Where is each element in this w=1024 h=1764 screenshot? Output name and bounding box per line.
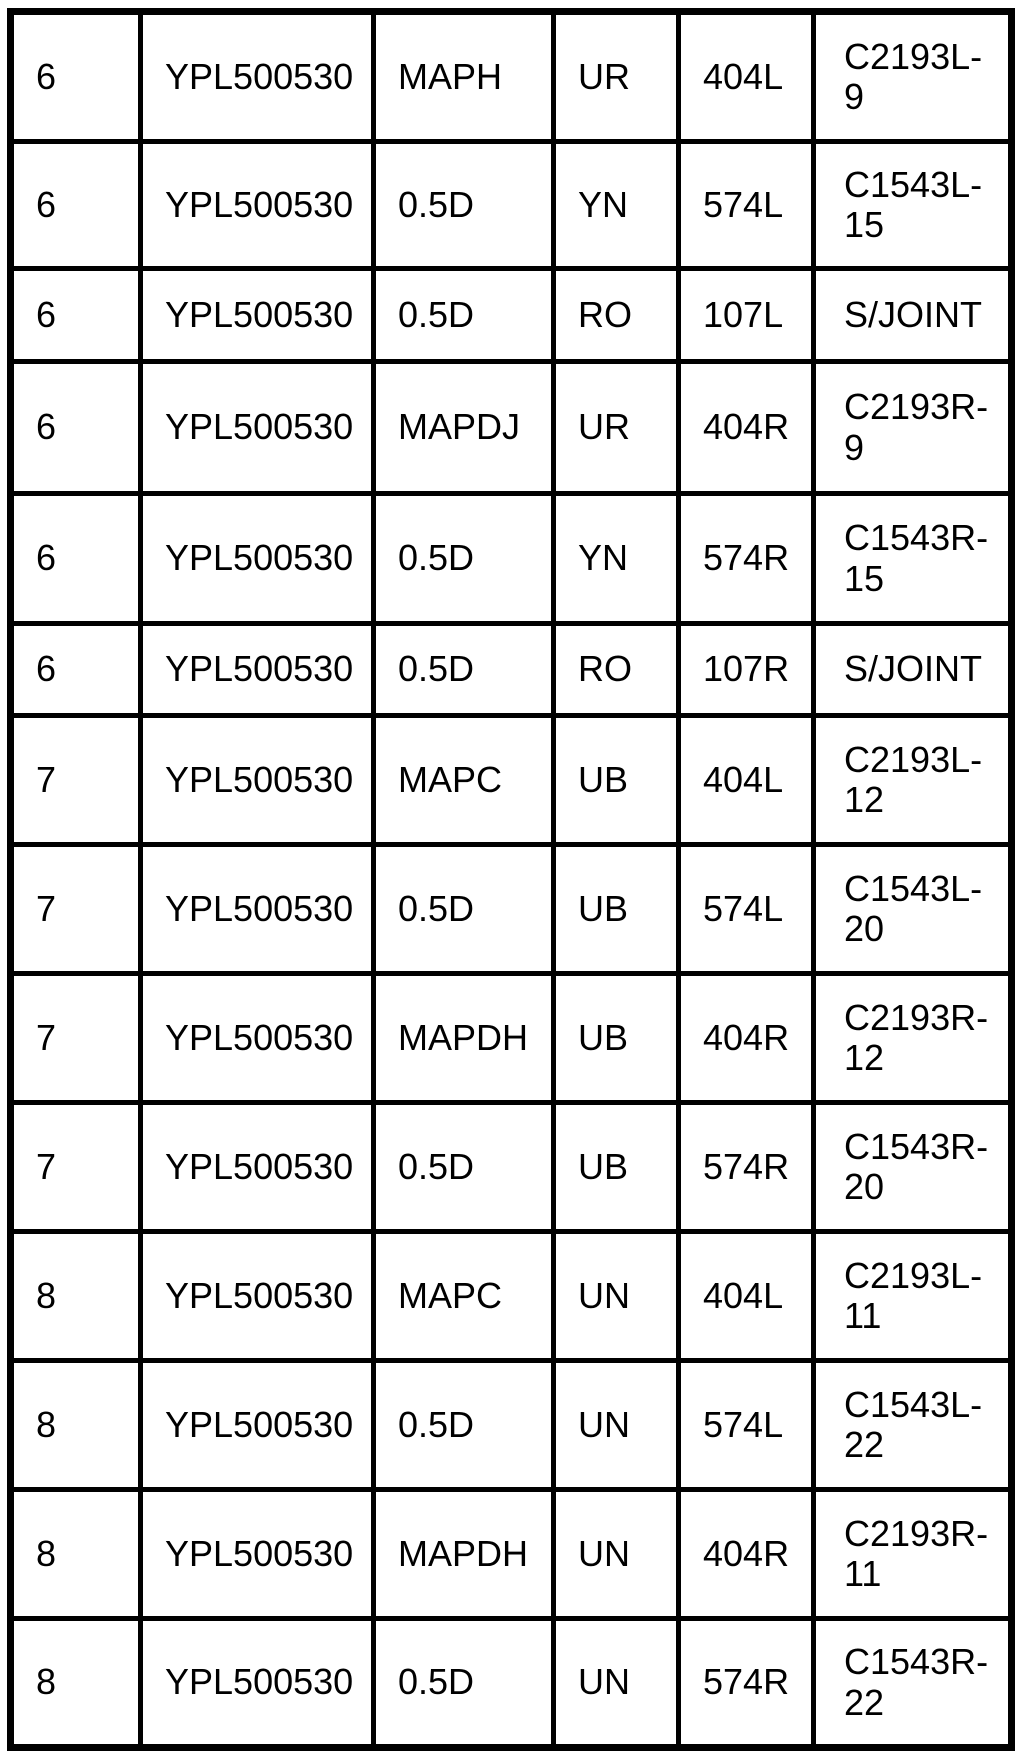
table-cell-r8-c5: 574L — [679, 845, 814, 974]
table-cell-r10-c2: YPL500530 — [141, 1103, 374, 1232]
table-cell-r7-c6: C2193L-12 — [814, 716, 1012, 845]
table-cell-r1-c5: 404L — [679, 12, 814, 142]
table-cell-r5-c3: 0.5D — [374, 494, 554, 624]
table-cell-r2-c2: YPL500530 — [141, 142, 374, 269]
table-cell-r3-c2: YPL500530 — [141, 269, 374, 362]
table-cell-r14-c2: YPL500530 — [141, 1619, 374, 1748]
table-cell-r6-c3: 0.5D — [374, 624, 554, 716]
table-cell-r11-c4: UN — [554, 1232, 679, 1361]
table-cell-r12-c2: YPL500530 — [141, 1361, 374, 1490]
table-row — [11, 974, 1012, 1103]
table-cell-r12-c1: 8 — [11, 1361, 141, 1490]
table-cell-r10-c3: 0.5D — [374, 1103, 554, 1232]
table-cell-r8-c1: 7 — [11, 845, 141, 974]
table-cell-r6-c1: 6 — [11, 624, 141, 716]
table-cell-r13-c6: C2193R-11 — [814, 1490, 1012, 1619]
table-cell-r2-c4: YN — [554, 142, 679, 269]
table-cell-r14-c4: UN — [554, 1619, 679, 1748]
table-cell-r3-c4: RO — [554, 269, 679, 362]
table-cell-r4-c3: MAPDJ — [374, 362, 554, 494]
table-cell-r1-c1: 6 — [11, 12, 141, 142]
table-cell-r12-c5: 574L — [679, 1361, 814, 1490]
table-row — [11, 362, 1012, 494]
table-cell-r5-c1: 6 — [11, 494, 141, 624]
table-cell-r9-c1: 7 — [11, 974, 141, 1103]
table-row — [11, 1232, 1012, 1361]
table-cell-r8-c6: C1543L-20 — [814, 845, 1012, 974]
table-cell-r12-c4: UN — [554, 1361, 679, 1490]
table-cell-r13-c3: MAPDH — [374, 1490, 554, 1619]
table-cell-r9-c3: MAPDH — [374, 974, 554, 1103]
table-row — [11, 1490, 1012, 1619]
table-cell-r6-c5: 107R — [679, 624, 814, 716]
table-cell-r3-c5: 107L — [679, 269, 814, 362]
table-row — [11, 845, 1012, 974]
table-cell-r3-c3: 0.5D — [374, 269, 554, 362]
table-cell-r5-c5: 574R — [679, 494, 814, 624]
table-cell-r11-c3: MAPC — [374, 1232, 554, 1361]
table-cell-r1-c6: C2193L-9 — [814, 12, 1012, 142]
table-cell-r2-c1: 6 — [11, 142, 141, 269]
table-cell-r13-c5: 404R — [679, 1490, 814, 1619]
table-cell-r13-c1: 8 — [11, 1490, 141, 1619]
table-cell-r3-c6: S/JOINT — [814, 269, 1012, 362]
table-cell-r8-c4: UB — [554, 845, 679, 974]
table-cell-r4-c2: YPL500530 — [141, 362, 374, 494]
table-cell-r8-c3: 0.5D — [374, 845, 554, 974]
table-cell-r7-c2: YPL500530 — [141, 716, 374, 845]
table-cell-r1-c4: UR — [554, 12, 679, 142]
table-cell-r10-c6: C1543R-20 — [814, 1103, 1012, 1232]
table-cell-r11-c2: YPL500530 — [141, 1232, 374, 1361]
table-cell-r3-c1: 6 — [11, 269, 141, 362]
parts-table-body — [11, 12, 1012, 1748]
table-row — [11, 716, 1012, 845]
table-cell-r7-c5: 404L — [679, 716, 814, 845]
table-cell-r10-c5: 574R — [679, 1103, 814, 1232]
table-cell-r14-c5: 574R — [679, 1619, 814, 1748]
table-cell-r9-c6: C2193R-12 — [814, 974, 1012, 1103]
table-cell-r5-c4: YN — [554, 494, 679, 624]
table-cell-r7-c3: MAPC — [374, 716, 554, 845]
table-row — [11, 269, 1012, 362]
table-row — [11, 1103, 1012, 1232]
table-cell-r9-c5: 404R — [679, 974, 814, 1103]
table-cell-r14-c3: 0.5D — [374, 1619, 554, 1748]
table-cell-r1-c2: YPL500530 — [141, 12, 374, 142]
table-cell-r9-c2: YPL500530 — [141, 974, 374, 1103]
table-row — [11, 624, 1012, 716]
table-cell-r5-c6: C1543R-15 — [814, 494, 1012, 624]
table-cell-r8-c2: YPL500530 — [141, 845, 374, 974]
parts-table — [7, 8, 1015, 1751]
table-cell-r14-c6: C1543R-22 — [814, 1619, 1012, 1748]
table-cell-r13-c2: YPL500530 — [141, 1490, 374, 1619]
table-cell-r2-c6: C1543L-15 — [814, 142, 1012, 269]
table-cell-r12-c6: C1543L-22 — [814, 1361, 1012, 1490]
table-cell-r11-c1: 8 — [11, 1232, 141, 1361]
table-cell-r6-c4: RO — [554, 624, 679, 716]
table-cell-r4-c6: C2193R-9 — [814, 362, 1012, 494]
table-cell-r14-c1: 8 — [11, 1619, 141, 1748]
table-row — [11, 1361, 1012, 1490]
table-cell-r6-c2: YPL500530 — [141, 624, 374, 716]
table-cell-r5-c2: YPL500530 — [141, 494, 374, 624]
table-cell-r4-c1: 6 — [11, 362, 141, 494]
table-row — [11, 142, 1012, 269]
table-cell-r2-c5: 574L — [679, 142, 814, 269]
table-cell-r4-c4: UR — [554, 362, 679, 494]
table-cell-r10-c4: UB — [554, 1103, 679, 1232]
table-row — [11, 1619, 1012, 1748]
table-row — [11, 494, 1012, 624]
table-row — [11, 12, 1012, 142]
table-cell-r7-c4: UB — [554, 716, 679, 845]
table-cell-r9-c4: UB — [554, 974, 679, 1103]
table-cell-r11-c6: C2193L-11 — [814, 1232, 1012, 1361]
table-cell-r7-c1: 7 — [11, 716, 141, 845]
table-cell-r4-c5: 404R — [679, 362, 814, 494]
table-cell-r12-c3: 0.5D — [374, 1361, 554, 1490]
table-cell-r6-c6: S/JOINT — [814, 624, 1012, 716]
table-cell-r13-c4: UN — [554, 1490, 679, 1619]
table-cell-r10-c1: 7 — [11, 1103, 141, 1232]
table-cell-r1-c3: MAPH — [374, 12, 554, 142]
table-cell-r11-c5: 404L — [679, 1232, 814, 1361]
table-cell-r2-c3: 0.5D — [374, 142, 554, 269]
